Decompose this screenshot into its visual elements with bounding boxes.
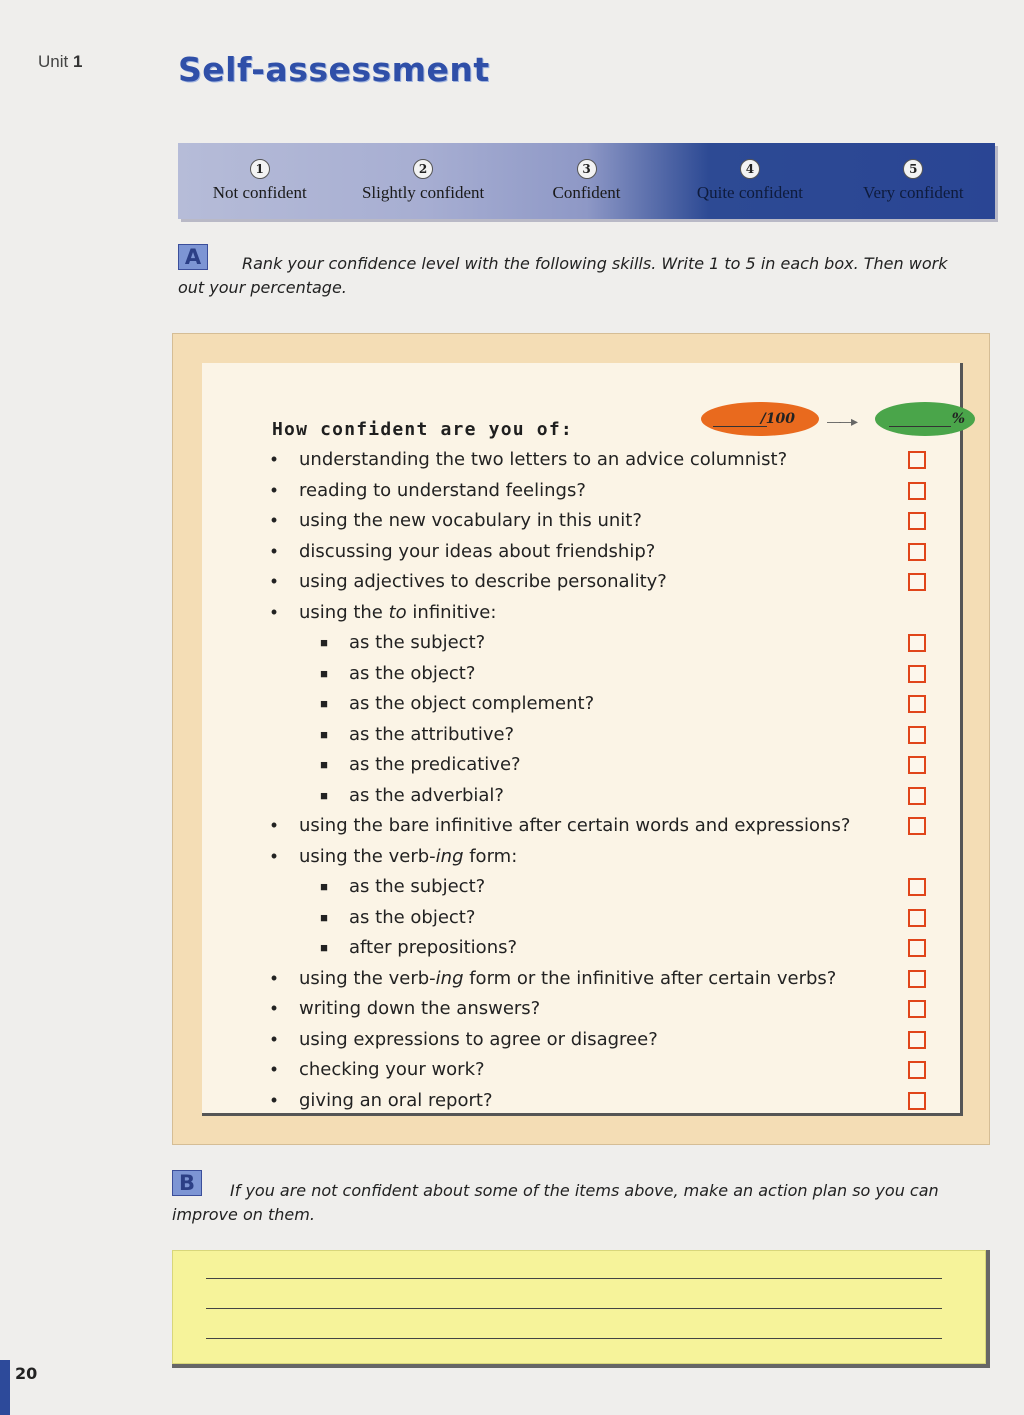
page-number: 20 [15,1364,38,1383]
checklist-item-text: after prepositions? [349,937,518,958]
scale-label-2: Slightly confident [361,183,485,202]
bullet-icon: • [270,449,278,469]
page-edge-tab [0,1360,10,1415]
checklist-item-text: as the object? [349,662,476,684]
checklist-row [202,752,960,783]
scale-label-3: Confident [552,183,621,202]
checklist-heading: How confident are you of: [272,419,573,440]
confidence-scale-banner [178,143,995,219]
bullet-icon: • [270,967,278,988]
checklist-row [202,874,960,905]
bullet-icon: • [270,540,278,561]
rating-checkbox[interactable] [908,787,926,805]
rating-checkbox[interactable] [908,878,926,896]
scale-number-3: 3 [577,159,597,179]
checklist-item-text: reading to understand feelings? [299,479,586,501]
rating-checkbox[interactable] [908,634,926,652]
scale-item-3 [505,143,668,219]
checklist-row [202,508,960,539]
scale-number-1: 1 [250,159,270,179]
bullet-icon: • [270,1028,278,1049]
rating-checkbox[interactable] [908,1031,926,1049]
action-plan-line-1[interactable] [206,1278,942,1279]
bullet-icon: • [270,998,278,1018]
checklist-item-text: using the to infinitive: [299,601,497,623]
checklist-item-text: as the predicative? [349,754,521,775]
checklist-item-text: as the object? [349,906,476,928]
scale-item-2 [341,143,504,219]
section-b-letter: B [172,1170,202,1196]
checklist-item-text: using the verb-ing form: [299,845,518,867]
checklist-row [202,691,960,722]
checklist-item-text: using the bare infinitive after certain words and expressions? [299,815,851,836]
bullet-icon: • [270,1059,278,1079]
square-bullet-icon: ■ [320,940,328,955]
bullet-icon: • [270,510,278,530]
bullet-icon: • [270,845,278,866]
checklist-row [202,996,960,1027]
rating-checkbox[interactable] [908,543,926,561]
action-plan-line-2[interactable] [206,1308,942,1309]
square-bullet-icon: ■ [320,787,328,803]
checklist-item-text: as the subject? [349,632,486,653]
unit-label [38,52,82,72]
checklist-item-text: giving an oral report? [299,1089,493,1111]
square-bullet-icon: ■ [320,726,328,742]
square-bullet-icon: ■ [320,635,328,650]
checklist-row [202,935,960,966]
checklist-item-text: using adjectives to describe personality? [299,571,667,592]
checklist-row [202,661,960,692]
scale-label-1: Not confident [212,183,307,202]
checklist-card [202,363,963,1116]
bullet-icon: • [270,479,278,500]
action-plan-line-3[interactable] [206,1338,942,1339]
checklist-row [202,813,960,844]
checklist-row [202,478,960,509]
checklist-row [202,1088,960,1119]
square-bullet-icon: ■ [320,665,328,681]
bullet-icon: • [270,1089,278,1110]
checklist-item-text: using the new vocabulary in this unit? [299,510,642,531]
checklist-row [202,1027,960,1058]
rating-checkbox[interactable] [908,512,926,530]
rating-checkbox[interactable] [908,909,926,927]
rating-checkbox[interactable] [908,756,926,774]
checklist-item-text: checking your work? [299,1059,485,1080]
rating-checkbox[interactable] [908,451,926,469]
checklist-items [202,447,960,1118]
square-bullet-icon: ■ [320,696,328,711]
scale-item-1 [178,143,341,219]
scale-number-5: 5 [903,159,923,179]
checklist-item-text: discussing your ideas about friendship? [299,540,656,562]
checklist-row [202,722,960,753]
rating-checkbox[interactable] [908,573,926,591]
rating-checkbox[interactable] [908,817,926,835]
scale-number-2: 2 [413,159,433,179]
rating-checkbox[interactable] [908,482,926,500]
checklist-row [202,905,960,936]
page-title: Self-assessment [178,50,490,89]
checklist-item-text: as the object complement? [349,693,595,714]
scale-number-4: 4 [740,159,760,179]
checklist-item-text: writing down the answers? [299,998,541,1019]
rating-checkbox[interactable] [908,1061,926,1079]
checklist-row [202,539,960,570]
section-a-instruction: Rank your confidence level with the following skills. Write 1 to 5 in each box. Then work out your percentage. [178,254,948,297]
rating-checkbox[interactable] [908,970,926,988]
square-bullet-icon: ■ [320,879,328,894]
scale-label-4: Quite confident [696,183,804,202]
scale-item-5 [832,143,995,219]
square-bullet-icon: ■ [320,757,328,772]
bullet-icon: • [270,815,278,835]
checklist-row [202,1057,960,1088]
rating-checkbox[interactable] [908,695,926,713]
section-b-instruction: If you are not confident about some of the items above, make an action plan so you can improve on them. [172,1181,939,1224]
action-plan-box [172,1250,990,1368]
rating-checkbox[interactable] [908,939,926,957]
checklist-row [202,600,960,631]
checklist-panel [172,333,990,1145]
checklist-row [202,447,960,478]
checklist-item-text: using the verb-ing form or the infinitive after certain verbs? [299,967,837,989]
rating-checkbox[interactable] [908,1092,926,1110]
rating-checkbox[interactable] [908,726,926,744]
checklist-item-text: as the adverbial? [349,784,504,806]
arrow-right-icon: ——▸ [827,413,857,429]
checklist-item-text: as the attributive? [349,723,515,745]
scale-label-5: Very confident [863,183,964,202]
checklist-row [202,783,960,814]
scale-item-4 [668,143,831,219]
bullet-icon: • [270,601,278,622]
checklist-row [202,844,960,875]
square-bullet-icon: ■ [320,909,328,925]
checklist-item-text: understanding the two letters to an advice columnist? [299,449,788,470]
checklist-row [202,966,960,997]
checklist-item-text: as the subject? [349,876,486,897]
bullet-icon: • [270,571,278,591]
rating-checkbox[interactable] [908,1000,926,1018]
checklist-row [202,630,960,661]
section-a-letter: A [178,244,208,270]
checklist-row [202,569,960,600]
rating-checkbox[interactable] [908,665,926,683]
score-oval[interactable]: /100 [701,402,819,436]
percent-oval[interactable]: % [875,402,975,436]
unit-prefix: Unit [38,52,69,71]
checklist-item-text: using expressions to agree or disagree? [299,1028,658,1050]
unit-number: 1 [72,52,83,71]
